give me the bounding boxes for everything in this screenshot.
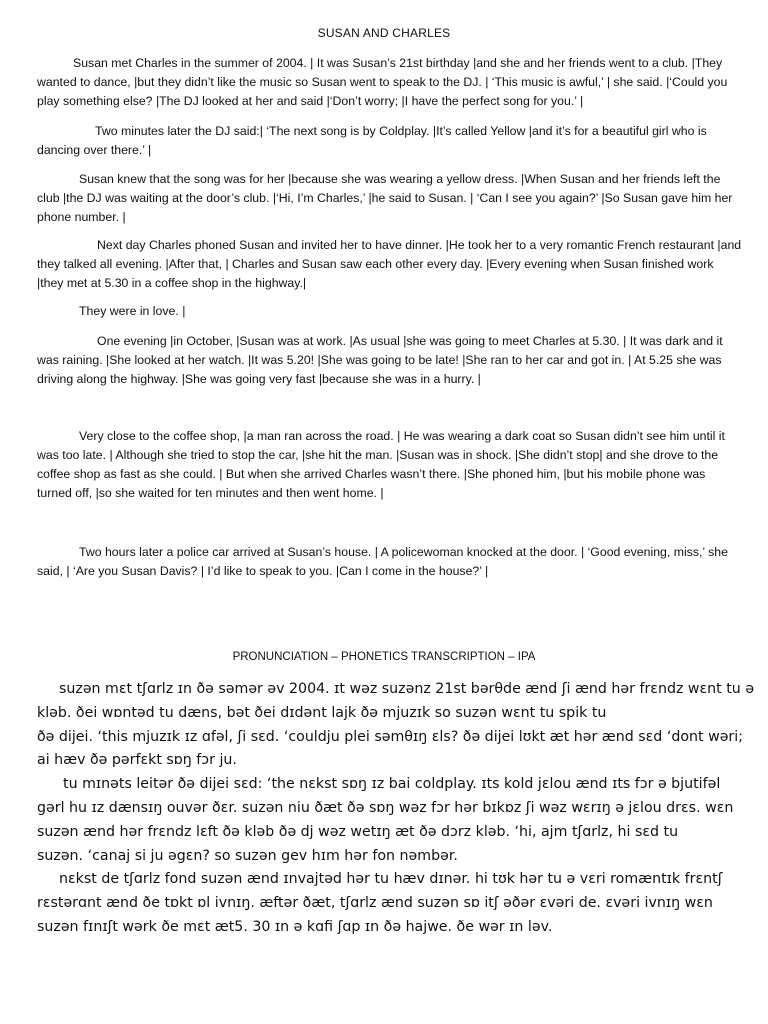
paragraph-5: They were in love. | <box>79 304 186 318</box>
paragraph-8: Two hours later a police car arrived at Susan’s house. | A policewoman knocked at the door. | ‘Good evening, miss,’ she said, | ‘Are you Susan Davis? | I’d like to speak to you. |Can I come in the house?’ | <box>37 545 728 578</box>
paragraph-2: Two minutes later the DJ said:| ‘The next song is by Coldplay. |It’s called Yellow |and it’s for a beautiful girl who is dancing over there.’ | <box>37 124 707 157</box>
paragraph-3: Susan knew that the song was for her |because she was wearing a yellow dress. |When Susan and her friends left the club |the DJ was waiting at the door’s club. |‘Hi, I’m Charles,’ |he said to Susan. | ‘Can I see you again?’ |So Susan gave him her phone number. | <box>37 172 733 224</box>
ipa-line: tu mɪnəts leitər ðə dijei sɛd: ‘the nɛkst sɒŋ ɪz bai coldplay. ɪts kold jɛlou ænd ɪts fɔr ə bjutifəl <box>63 776 721 793</box>
document-title: SUSAN AND CHARLES <box>317 26 451 40</box>
ipa-line: suzən ænd hər frɛndz lɛft ðə kləb ðə dj wəz wetɪŋ æt ðə dɔrz kləb. ‘hi, ajm tʃɑrlz, hi sɛd tu <box>37 823 679 840</box>
ipa-line: nɛkst de tʃɑrlz fond suzən ænd ɪnvajtəd hər tu hæv dɪnər. hi tʊk hər tu ə vɛri romæntɪk frɛntʃ <box>59 871 723 888</box>
ipa-line: gərl hu ɪz dænsɪŋ ouvər ðɛr. suzən niu ðæt ðə sɒŋ wəz fɔr hər bɪkɒz ʃi wəz wɛrɪŋ ə jɛlou drɛs. wɛn <box>37 799 734 816</box>
paragraph-6: One evening |in October, |Susan was at work. |As usual |she was going to meet Charles at 5.30. | It was dark and it was raining. |She looked at her watch. |It was 5.20! |She was going to be late! |She ran to her car and got in. | At 5.25 she was driving along the highway. |She was going very fast |because she was in a hurry. | <box>37 334 723 386</box>
ipa-line: suzən mɛt tʃɑrlz ɪn ðə səmər əv 2004. ɪt wəz suzənz 21st bərθde ænd ʃi ænd hər frɛndz wɛnt tu ə <box>59 681 755 697</box>
ipa-line: ai hæv ðə pərfɛkt sɒŋ fɔr ju. <box>37 752 237 769</box>
ipa-line: suzən. ‘canaj si ju əgɛn? so suzən gev hɪm hər fon nəmbər. <box>37 847 458 864</box>
paragraph-7: Very close to the coffee shop, |a man ran across the road. | He was wearing a dark coat so Susan didn’t see him until it was too late. | Although she tried to stop the car, |she hit the man. |Susan was in shock. |She didn’t stop| and she drove to the coffee shop as fast as she could. | But when she arrived Charles wasn’t there. |She phoned him, |but his mobile phone was turned off, |so she waited for ten minutes and then went home. | <box>37 429 725 500</box>
paragraph-1: Susan met Charles in the summer of 2004. | It was Susan’s 21st birthday |and she and her friends went to a club. |They wanted to dance, |but they didn’t like the music so Susan went to speak to the DJ. | ‘This music is awful,’ | she said. |‘Could you play something else? |The DJ looked at her and said |‘Don’t worry; |I have the perfect song for you.’ | <box>37 56 728 108</box>
ipa-line: ðə dijei. ‘this mjuzɪk ɪz ɑfəl, ʃi sɛd. ‘couldju plei səmθɪŋ ɛls? ðə dijei lʊkt æt hər ænd sɛd ‘dont wəri; <box>37 728 743 745</box>
ipa-line: kləb. ðei wɒntəd tu dæns, bət ðei dɪdənt lajk ðə mjuzɪk so suzən wɛnt tu spik tu <box>37 704 607 721</box>
ipa-transcription <box>37 678 755 940</box>
paragraph-4: Next day Charles phoned Susan and invited her to have dinner. |He took her to a very romantic French restaurant |and they talked all evening. |After that, | Charles and Susan saw each other every day. |Every evening when Susan finished work |they met at 5.30 in a coffee shop in the highway.| <box>37 238 742 290</box>
ipa-line: suzən fɪnɪʃt wərk ðe mɛt æt5. 30 ɪn ə kɑfi ʃɑp ɪn ðə hajwe. ðe wər ɪn ləv. <box>37 918 553 935</box>
pronunciation-title: PRONUNCIATION – PHONETICS TRANSCRIPTION – IPA <box>232 651 536 663</box>
ipa-line: rɛstərɑnt ænd ðe tɒkt ɒl ivnɪŋ. æftər ðæt, tʃɑrlz ænd suzən sɒ itʃ əðər ɛvəri de. ɛvəri ivnɪŋ wɛn <box>37 895 713 912</box>
